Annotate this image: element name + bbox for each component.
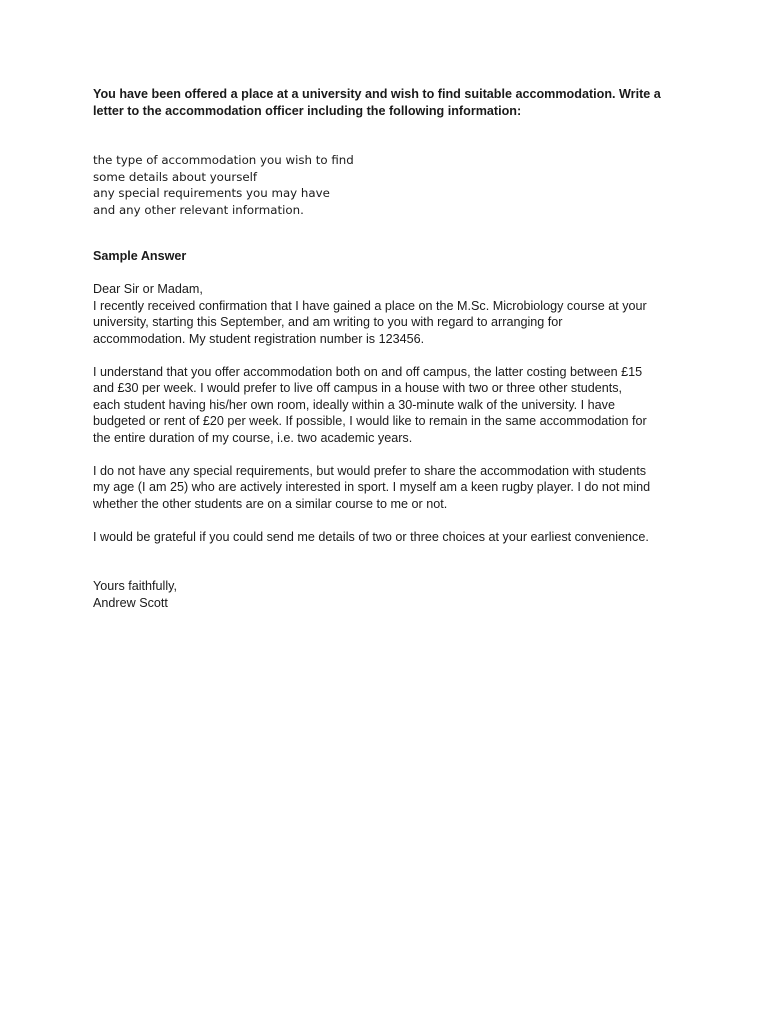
letter-line: I understand that you offer accommodation both on and off campus, the latter costing between £15	[93, 364, 643, 379]
letter-line: budgeted or rent of £20 per week. If possible, I would like to remain in the same accommodation for	[93, 414, 647, 428]
task-prompt	[93, 86, 693, 119]
letter-body	[93, 281, 693, 611]
letter-line: and £30 per week. I would prefer to live off campus in a house with two or three other students,	[93, 381, 623, 395]
letter-line: the entire duration of my course, i.e. two academic years.	[93, 430, 413, 445]
letter-signature: Andrew Scott	[93, 595, 168, 610]
document-page	[93, 86, 693, 611]
letter-paragraph-4	[93, 529, 693, 546]
letter-paragraph-2	[93, 364, 693, 447]
spacer	[93, 218, 693, 248]
letter-line: my age (I am 25) who are actively interested in sport. I myself am a keen rugby player. I do not mind	[93, 480, 651, 494]
task-item: the type of accommodation you wish to find	[93, 153, 354, 167]
prompt-line: letter to the accommodation officer including the following information:	[93, 103, 522, 118]
letter-line: I do not have any special requirements, but would prefer to share the accommodation with students	[93, 463, 647, 478]
letter-line: university, starting this September, and am writing to you with regard to arranging for	[93, 315, 563, 329]
spacer	[93, 265, 693, 282]
task-item: any special requirements you may have	[93, 186, 330, 200]
letter-line: accommodation. My student registration number is 123456.	[93, 331, 425, 346]
sample-answer-heading: Sample Answer	[93, 249, 187, 263]
letter-line: each student having his/her own room, ideally within a 30-minute walk of the university. I have	[93, 397, 615, 412]
spacer	[93, 119, 693, 152]
letter-line: I recently received confirmation that I have gained a place on the M.Sc. Microbiology course at your	[93, 298, 647, 313]
spacer	[93, 446, 693, 463]
task-list	[93, 152, 693, 218]
prompt-line: You have been offered a place at a university and wish to find suitable accommodation. Write a	[93, 87, 661, 101]
spacer	[93, 545, 693, 578]
letter-paragraph-1	[93, 298, 693, 348]
letter-salutation: Dear Sir or Madam,	[93, 282, 203, 296]
spacer	[93, 347, 693, 364]
letter-line: whether the other students are on a similar course to me or not.	[93, 496, 448, 511]
letter-paragraph-3	[93, 463, 693, 513]
letter-closing: Yours faithfully,	[93, 579, 178, 593]
task-item: some details about yourself	[93, 169, 258, 184]
task-item: and any other relevant information.	[93, 202, 304, 217]
spacer	[93, 512, 693, 529]
letter-line: I would be grateful if you could send me details of two or three choices at your earliest convenience.	[93, 529, 649, 544]
